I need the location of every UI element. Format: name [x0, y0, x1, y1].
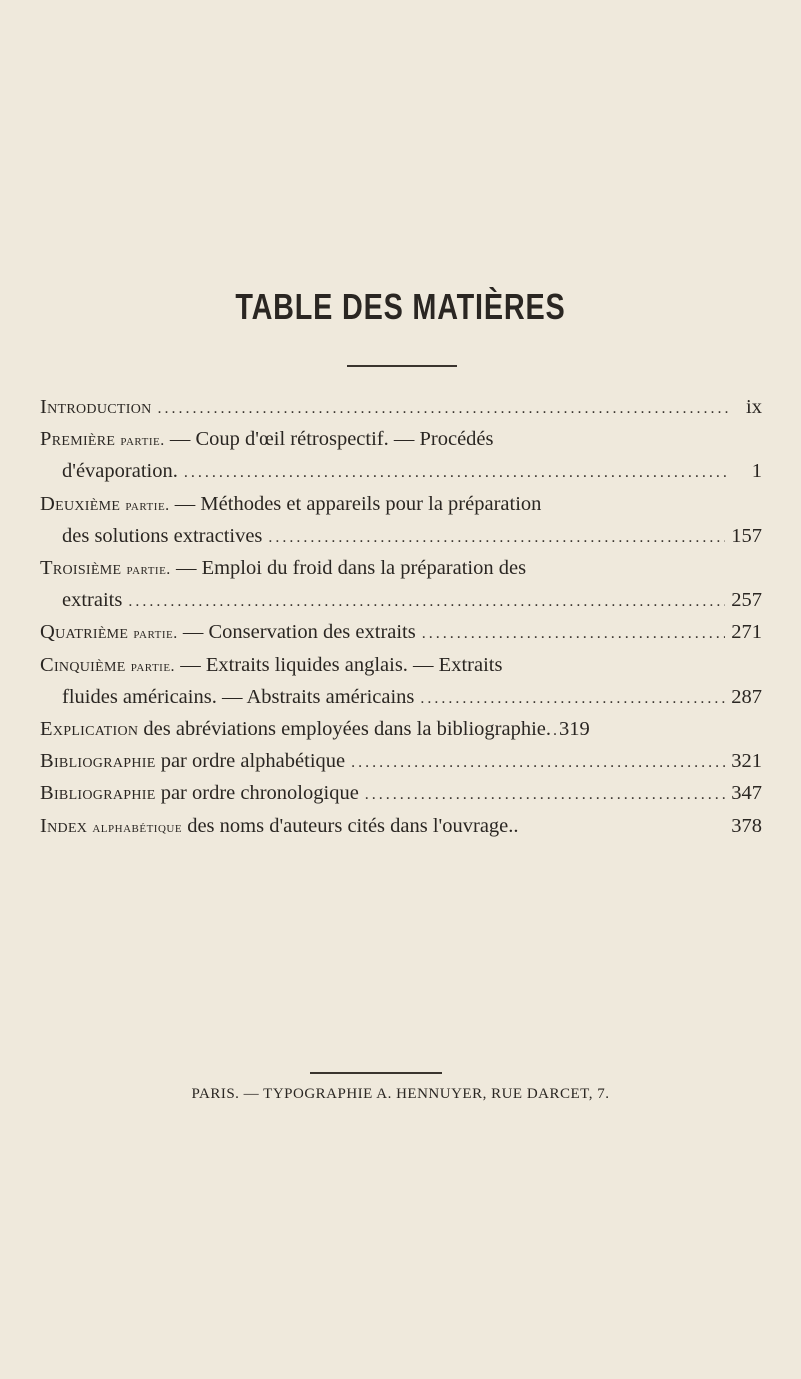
- entry-lead: Cinquième: [40, 653, 126, 676]
- entry-sub: partie.: [130, 657, 176, 675]
- entry-text: par ordre chronologique: [160, 782, 359, 805]
- dot-leader: [128, 586, 725, 617]
- entry-text-cont: extraits: [62, 589, 123, 612]
- dot-leader: [420, 683, 725, 714]
- entry-text-cont: d'évaporation.: [62, 460, 178, 483]
- entry-page: 319: [559, 718, 590, 741]
- table-of-contents: [40, 392, 762, 843]
- entry-page: 157: [731, 524, 762, 547]
- entry-lead: Quatrième: [40, 621, 129, 644]
- entry-page: 271: [731, 621, 762, 644]
- entry-lead: Deuxième: [40, 492, 121, 515]
- entry-sub: partie.: [120, 432, 165, 450]
- dot-leader: [351, 747, 725, 778]
- toc-entry-introduction: [40, 392, 762, 424]
- entry-text-cont: fluides américains. — Abstraits américains: [62, 685, 415, 708]
- entry-text-cont: des solutions extractives: [62, 524, 263, 547]
- toc-entry-index: [40, 811, 762, 843]
- entry-page: 1: [751, 460, 762, 483]
- entry-text: — Conservation des extraits: [182, 621, 416, 644]
- page-title: TABLE DES MATIÈRES: [235, 286, 566, 327]
- toc-entry-quatrieme-partie: [40, 617, 762, 649]
- entry-text: — Extraits liquides anglais. — Extraits: [180, 653, 503, 676]
- toc-entry-cinquieme-partie: [40, 650, 762, 714]
- toc-entry-troisieme-partie: [40, 553, 762, 617]
- entry-lead: Index: [40, 814, 88, 837]
- dot-leader: [553, 715, 557, 746]
- entry-text: des noms d'auteurs cités dans l'ouvrage..: [187, 814, 519, 837]
- entry-page: 347: [731, 782, 762, 805]
- title-rule: [347, 365, 457, 367]
- entry-page: 287: [731, 685, 762, 708]
- entry-lead: Explication: [40, 718, 139, 741]
- dot-leader: [422, 618, 726, 649]
- imprint-rule: [310, 1072, 442, 1074]
- toc-entry-explication: [40, 714, 762, 746]
- entry-sub: partie.: [125, 496, 170, 514]
- toc-entry-bibliographie-alphabetique: [40, 746, 762, 778]
- entry-lead: Troisième: [40, 557, 122, 580]
- entry-text: des abréviations employées dans la bibliographie.: [143, 718, 551, 741]
- entry-page: 378: [731, 814, 762, 837]
- toc-entry-deuxieme-partie: [40, 489, 762, 553]
- toc-entry-premiere-partie: [40, 424, 762, 488]
- entry-sub: partie.: [126, 561, 171, 579]
- entry-lead: Introduction: [40, 396, 152, 418]
- entry-text: — Coup d'œil rétrospectif. — Procédés: [169, 428, 494, 451]
- toc-entry-bibliographie-chronologique: [40, 778, 762, 810]
- imprint: PARIS. — TYPOGRAPHIE A. HENNUYER, RUE DARCET, 7.: [191, 1086, 610, 1102]
- entry-text: — Emploi du froid dans la préparation des: [175, 557, 527, 580]
- entry-lead: Bibliographie: [40, 750, 156, 773]
- dot-leader: [365, 779, 725, 810]
- entry-text: par ordre alphabétique: [160, 750, 346, 773]
- entry-text: — Méthodes et appareils pour la préparation: [174, 492, 542, 515]
- entry-lead: Bibliographie: [40, 782, 156, 805]
- entry-lead: Première: [40, 428, 116, 451]
- entry-page: 257: [731, 589, 762, 612]
- dot-leader: [184, 457, 728, 488]
- dot-leader: [158, 393, 728, 424]
- entry-page: 321: [731, 750, 762, 773]
- entry-sub: alphabétique: [92, 818, 183, 836]
- dot-leader: [268, 522, 725, 553]
- entry-sub: partie.: [133, 625, 178, 643]
- entry-page: ix: [746, 396, 762, 418]
